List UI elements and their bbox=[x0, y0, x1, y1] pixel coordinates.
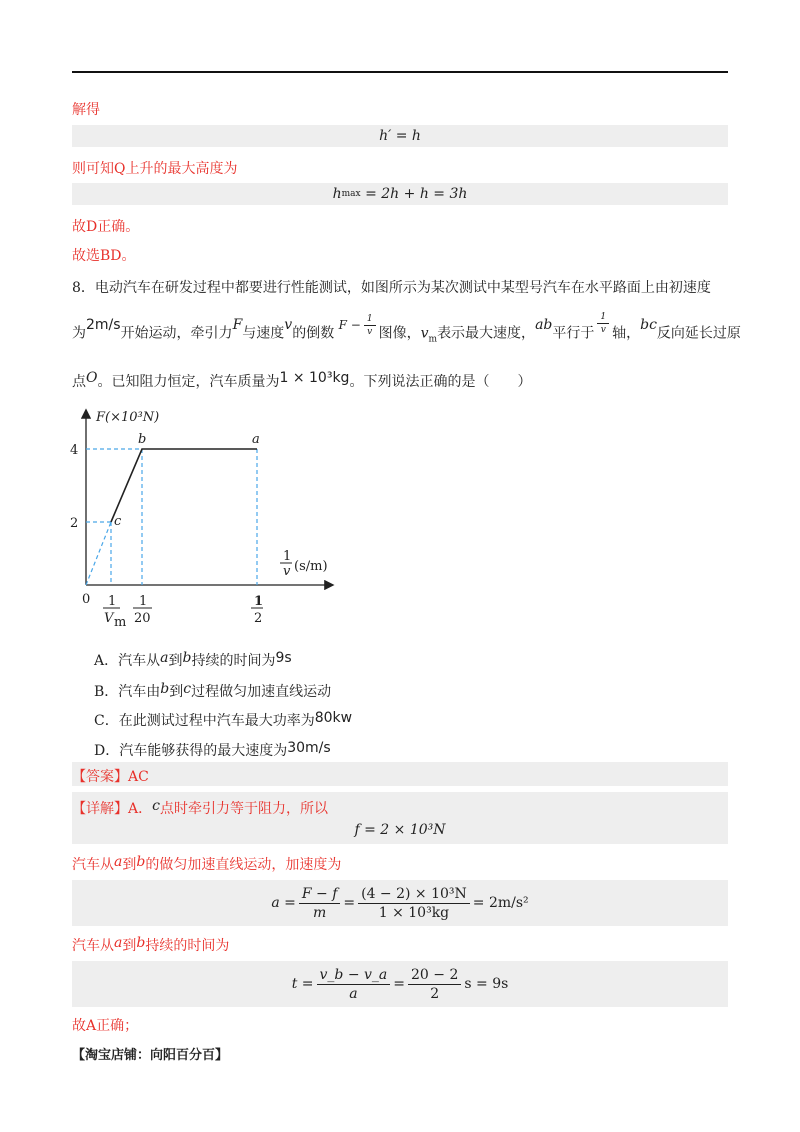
answer-box bbox=[72, 762, 728, 786]
q2-frac-den: v bbox=[367, 326, 373, 337]
point-c-label: c bbox=[114, 514, 122, 529]
guide-origin-c bbox=[86, 522, 111, 585]
eqa-eq: = bbox=[343, 895, 356, 911]
text-max-height: 则可知Q上升的最大高度为 bbox=[72, 161, 238, 177]
option-a[interactable] bbox=[94, 650, 292, 670]
detail-box bbox=[72, 792, 728, 844]
q2-bc: bc bbox=[640, 316, 657, 333]
q2-vm-sub: m bbox=[428, 334, 438, 345]
opt-d-val: 30m/s bbox=[287, 740, 331, 756]
eqt-eq: = bbox=[393, 976, 406, 992]
q2-frac bbox=[364, 314, 376, 337]
eqt-lhs: t = bbox=[291, 976, 314, 992]
equation-time bbox=[72, 961, 728, 1007]
answer-line bbox=[72, 766, 149, 786]
q2-f: 表示最大速度， bbox=[437, 325, 536, 342]
y-axis-label: F(×10³N) bbox=[96, 410, 160, 425]
eqa-lhs: a = bbox=[271, 895, 296, 911]
answer-value: AC bbox=[128, 769, 149, 785]
tick-y2: 2 bbox=[70, 516, 79, 531]
opt-a-a: a bbox=[160, 650, 169, 666]
q2-frac-num: 1 bbox=[364, 314, 376, 326]
acc-b: b bbox=[136, 854, 146, 870]
xtick3-num: 1 bbox=[254, 594, 264, 609]
equation-hmax bbox=[72, 183, 728, 205]
eq2-rhs: = 2h + h = 3h bbox=[365, 186, 468, 202]
q2-i: 反向延长过原 bbox=[656, 325, 741, 342]
opt-b-c: c bbox=[183, 681, 192, 697]
eq2-lhs: h bbox=[332, 186, 342, 202]
xtick3-den: 2 bbox=[254, 611, 263, 626]
eqt-f1-num: v_b − v_a bbox=[317, 967, 391, 985]
tick-origin: 0 bbox=[82, 592, 91, 607]
q3-O: O bbox=[86, 370, 98, 386]
q2-h: 轴， bbox=[612, 325, 641, 342]
equation-f: f = 2 × 10³N bbox=[354, 822, 446, 838]
time-b: b bbox=[136, 935, 146, 951]
q2-axis-frac bbox=[597, 312, 609, 335]
graph-line bbox=[111, 449, 257, 522]
q2-c: 与速度 bbox=[242, 325, 285, 342]
eqt-f1-den: a bbox=[349, 985, 358, 1002]
opt-d-pre: D．汽车能够获得的最大速度为 bbox=[94, 743, 288, 759]
eqa-frac1 bbox=[299, 886, 341, 921]
eqa-f1-num: F − f bbox=[299, 886, 341, 904]
eqt-f2-num: 20 − 2 bbox=[408, 967, 461, 985]
opt-b-b: b bbox=[160, 681, 170, 697]
xlabel-den: v bbox=[283, 564, 291, 579]
opt-a-mid: 到 bbox=[168, 653, 183, 669]
answer-label: 【答案】 bbox=[72, 769, 128, 785]
opt-b-mid: 到 bbox=[169, 684, 184, 700]
eqt-f2-den: 2 bbox=[430, 985, 440, 1002]
q2-e: 图像， bbox=[378, 325, 421, 342]
q2-g: 平行于 bbox=[552, 325, 595, 342]
point-a-label: a bbox=[252, 432, 260, 447]
detail-c: c bbox=[152, 798, 160, 814]
detail-a: A． bbox=[128, 801, 153, 817]
acc-a: a bbox=[114, 854, 123, 870]
option-b[interactable] bbox=[94, 681, 331, 701]
q2-ab: ab bbox=[535, 316, 553, 333]
q3-mass: 1 × 10³kg bbox=[279, 370, 350, 386]
q2-axis-den: v bbox=[600, 325, 606, 335]
force-chart bbox=[70, 405, 340, 635]
opt-a-pre: A．汽车从 bbox=[94, 653, 161, 669]
xtick1-den: V bbox=[104, 611, 114, 626]
opt-b-pre: B．汽车由 bbox=[94, 684, 161, 700]
q2-b: 开始运动，牵引力 bbox=[120, 325, 233, 342]
question-line-3 bbox=[72, 371, 531, 391]
q3-c: 。下列说法正确的是（ ） bbox=[349, 374, 532, 390]
eq1-text: h′ = h bbox=[379, 128, 421, 144]
opt-a-val: 9s bbox=[275, 650, 292, 666]
acc-line bbox=[72, 854, 341, 874]
eqa-rhs: = 2m/s² bbox=[472, 895, 529, 911]
q2-vm: v bbox=[420, 325, 429, 342]
opt-b-post: 过程做匀加速直线运动 bbox=[191, 684, 332, 700]
xtick1-den-sub: m bbox=[114, 615, 127, 630]
xtick2-num: 1 bbox=[139, 594, 148, 609]
q2-a: 为 bbox=[72, 325, 86, 342]
detail-label: 【详解】 bbox=[72, 801, 128, 817]
question-line-1: 8．电动汽车在研发过程中都要进行性能测试，如图所示为某次测试中某型号汽车在水平路面上由初速度 bbox=[72, 280, 711, 296]
q2-v: v bbox=[284, 316, 293, 333]
top-rule bbox=[72, 71, 728, 73]
text-jiede: 解得 bbox=[72, 102, 100, 118]
tick-y4: 4 bbox=[70, 443, 79, 458]
q2-axis-num: 1 bbox=[597, 312, 609, 324]
equation-acceleration bbox=[72, 880, 728, 926]
time-post: 持续的时间为 bbox=[145, 938, 230, 954]
eqt-rhs: s = 9s bbox=[464, 976, 509, 992]
option-c[interactable] bbox=[94, 710, 352, 730]
xtick2-den: 20 bbox=[134, 611, 151, 626]
q2-v0: 2m/s bbox=[86, 316, 121, 333]
acc-mid: 到 bbox=[122, 857, 137, 873]
detail-line bbox=[72, 798, 328, 818]
point-b-label: b bbox=[138, 432, 147, 447]
acc-post: 的做匀加速直线运动，加速度为 bbox=[145, 857, 342, 873]
question-line-2 bbox=[72, 312, 741, 346]
equation-h-prime bbox=[72, 125, 728, 147]
eqa-f2-num: (4 − 2) × 10³N bbox=[358, 886, 470, 904]
time-pre: 汽车从 bbox=[72, 938, 114, 954]
q2-d: 的倒数 bbox=[292, 325, 335, 342]
q2-Fv-text: F − bbox=[338, 317, 361, 332]
time-a: a bbox=[114, 935, 123, 951]
footer-shop: 【淘宝店铺：向阳百分百】 bbox=[72, 1048, 229, 1063]
q2-Fv bbox=[338, 313, 379, 337]
q2-F: F bbox=[232, 316, 243, 333]
option-d[interactable] bbox=[94, 740, 331, 760]
eqt-frac2 bbox=[408, 967, 461, 1002]
q3-a: 点 bbox=[72, 374, 86, 390]
xlabel-unit: (s/m) bbox=[294, 559, 328, 574]
eqa-f1-den: m bbox=[312, 904, 327, 921]
eq2-sub: max bbox=[341, 189, 361, 199]
text-choose-bd: 故选BD。 bbox=[72, 248, 136, 264]
eqa-frac2 bbox=[358, 886, 470, 921]
opt-c-pre: C．在此测试过程中汽车最大功率为 bbox=[94, 713, 315, 729]
detail-text: 点时牵引力等于阻力，所以 bbox=[159, 801, 328, 817]
xtick1-num: 1 bbox=[108, 594, 117, 609]
q3-b: 。已知阻力恒定，汽车质量为 bbox=[97, 374, 280, 390]
time-mid: 到 bbox=[122, 938, 137, 954]
time-line bbox=[72, 935, 229, 955]
eqt-frac1 bbox=[317, 967, 391, 1002]
opt-a-b: b bbox=[182, 650, 192, 666]
acc-pre: 汽车从 bbox=[72, 857, 114, 873]
opt-a-post: 持续的时间为 bbox=[191, 653, 276, 669]
eqa-f2-den: 1 × 10³kg bbox=[378, 904, 450, 921]
text-d-correct: 故D正确。 bbox=[72, 219, 140, 235]
text-a-correct: 故A正确； bbox=[72, 1018, 139, 1034]
xlabel-num: 1 bbox=[283, 549, 292, 564]
opt-c-val: 80kw bbox=[314, 710, 353, 726]
